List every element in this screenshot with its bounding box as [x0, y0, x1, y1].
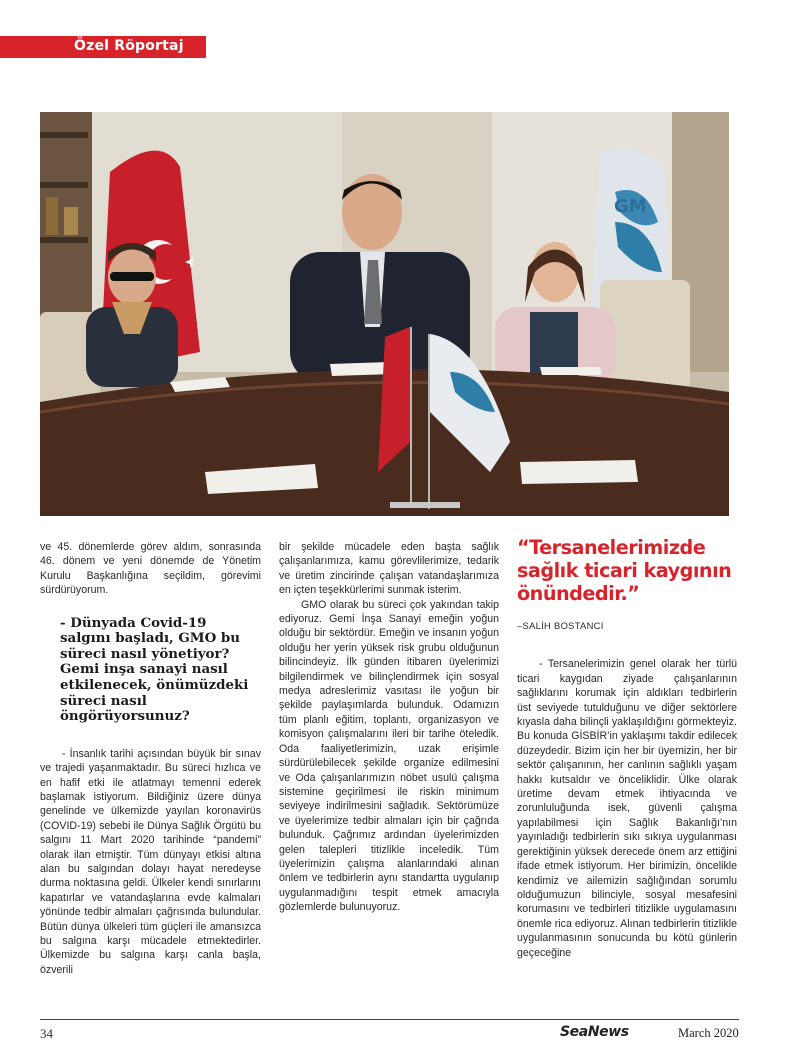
interview-question: - Dünyada Covid-19 salgını başladı, GMO bu süreci nasıl yönetiyor? Gemi inşa sanayi nasıl etkilenecek, önümüzdeki süreci nasıl öngörüyorsunuz?: [60, 614, 249, 725]
paragraph: ve 45. dönemlerde görev aldım, sonrasında 46. dönem ve yeni dönemde de Yönetim Kurulu Başkanlığına seçildim, görevimi sürdürüyorum.: [40, 541, 261, 597]
pull-quote: “Tersanelerimizde sağlık ticari kaygının önündedir.”: [517, 536, 732, 605]
interview-photo: [40, 112, 729, 516]
section-tag: [0, 36, 206, 58]
paragraph: - Tersanelerimizin genel olarak her türlü ticari kaygıdan ziyade çalışanlarının sağlıklarını korumak için aldıkları tedbirlerin üst seviyede tutulduğunu ve diğer sektörlere kıyasla daha bilinçli yaklaşıldığını görmekteyiz. Bu konuda GİSBİR’in yaklaşımı takdir edilecek düzeydedir. Bizim için her bir üyemizin, her bir sektör çalışanının, her canlının sağlıklı yaşam hakkı kutsaldır ve önceliklidir. Ülke olarak üretime devam etmek ihtiyacında ve zorunluluğunda isek, güvenli çalışma yapılabilmesi için Sağlık Bakanlığı’nın yayınladığı tedbirlerin sıkı sıkıya uygulanması gerektiğinin yüksek derecede önem arz ettiğini ifade etmek istiyorum. Her birimizin, öncelikle kendimiz ve ailemizin sağlığından sorumlu olduğumuzun bilinciyle, sosyal mesafesini korumasını ve tedbirleri titizlikle uygulamasını önemle rica ediyoruz. Alınan tedbirlerin titizlikle uygulanmasının sonucunda bu kötü günlerin geçeceğine: [517, 658, 737, 959]
article-column-2: [279, 540, 499, 915]
publication-logo: SeaNews: [560, 1024, 629, 1040]
paragraph: GMO olarak bu süreci çok yakından takip ediyoruz. Gemi İnşa Sanayi emeğin yoğun olduğu bir sektördür. Emeğin ve insanın yoğun olduğu her yerin yüksek risk grubu olduğunun bilincindeyiz. İlk günden itibaren üyelerimizi bilgilendirmek ve bilinçlendirmek için sosyal medya adreslerimiz vasıtası ile yoğun bir şekilde paylaşımlarda bulunduk. Odamızın tüm planlı eğitim, toplantı, organizasyon ve komisyon çalışmalarını ileri bir tarihe öteledik. Oda faaliyetlerimizin, uzak erişimle sürdürülebilecek şekilde organize edilmesini ve Oda çalışanlarımızın nöbet usulü çalışma sistemine geçirilmesi ile riskin minimum seviyeye indirilmesini sağladık. Sektörümüze ve üyelerimize tedbir almaları için bir çağrıda bulunduk. Çağrımız ardından üyelerimizden gelen talepleri titizlikle inceledik. Tüm üyelerimizin çalışma alanlarındaki alınan önlem ve tedbirlerin aynı standartta uygulanıp uygulanmadığını tespit etmek amacıyla gözlemlerde bulunuyoruz.: [279, 598, 499, 914]
article-column-1: [40, 540, 261, 977]
footer-divider: [40, 1019, 739, 1020]
issue-date: March 2020: [678, 1026, 739, 1040]
paragraph: bir şekilde mücadele eden başta sağlık çalışanlarımıza, kamu görevlilerimize, tedarik ve üretim zincirinde çalışan vatandaşlarımıza en içten teşekkürlerimi sunmak isterim.: [279, 541, 499, 597]
section-label: Özel Röportaj: [74, 38, 184, 54]
article-column-3: [517, 536, 737, 960]
page-number: 34: [40, 1026, 53, 1041]
byline: –SALİH BOSTANCI: [517, 620, 604, 631]
paragraph: - İnsanlık tarihi açısından büyük bir sınav ve trajedi yaşanmaktadır. Bu süreci hızlıca ve en hafif etki ile atlatmayı temenni ederek başlamak istiyorum. Bildiğiniz üzere dünya genelinde ve ülkemizde yayılan koronavirüs (COVID-19) sebebi ile Dünya Sağlık Örgütü bu salgını 11 Mart 2020 tarihinde “pandemi” olarak ilan etmiştir. Tüm dünyayı etkisi altına alan bu salgından dolayı hayat neredeyse durma noktasına geldi. Ülkeler kendi sınırlarını kapatırlar ve vatandaşlarına evde kalmaları yönünde tedbir almaları çağrısında bulundular. Bütün dünya ülkeleri tüm güçleri ile amansızca bu salgına karşı mücadele etmektedirler. Ülkemizde bu salgına karşı canla başla, özverili: [40, 747, 261, 976]
svg-text:GM: GM: [614, 196, 647, 217]
